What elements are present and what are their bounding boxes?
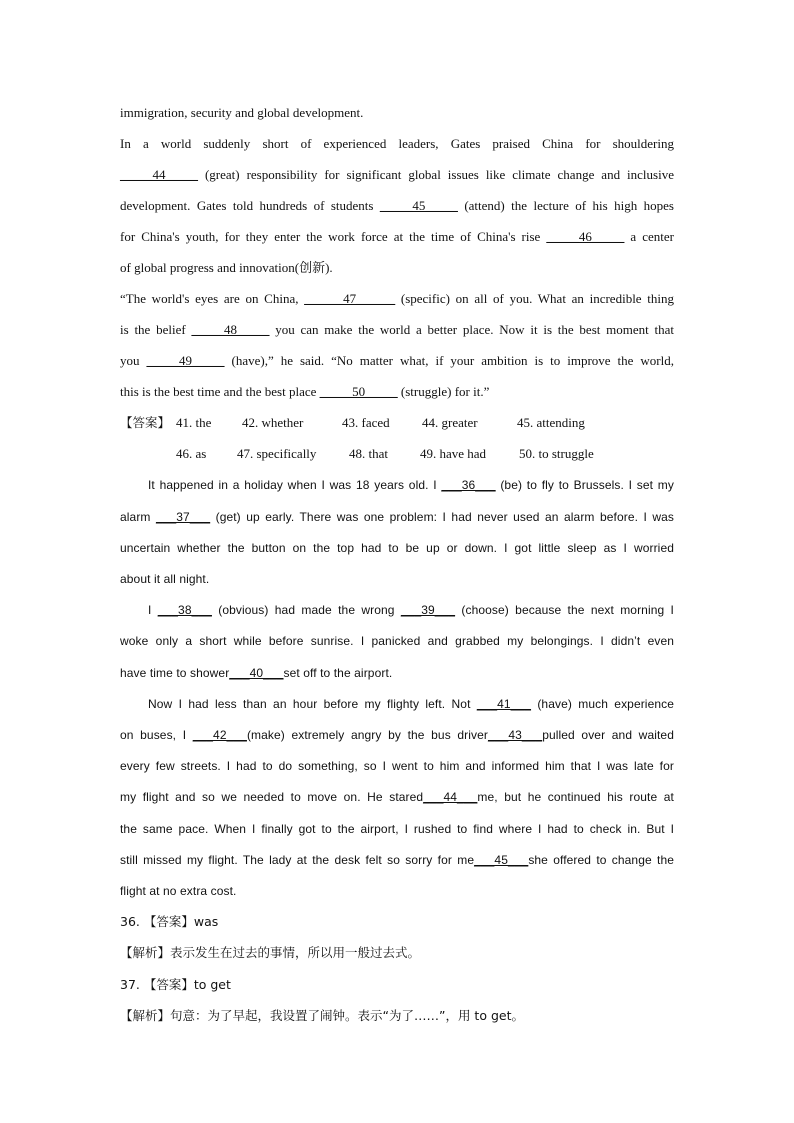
blank-39: ___39___ bbox=[400, 603, 456, 617]
blank-50: _____50_____ bbox=[319, 384, 398, 399]
passage1-line-4: development. Gates told hundreds of students _____45_____ (attend) the lecture of his high hopes bbox=[120, 198, 674, 213]
blank-49: _____49_____ bbox=[146, 353, 225, 368]
passage2-line-2: alarm ___37___ (get) up early. There was one problem: I had never used an alarm before. I was bbox=[120, 510, 674, 524]
answer-37: 37. 【答案】to get bbox=[120, 977, 231, 992]
blank-45b: ___45___ bbox=[474, 853, 529, 867]
passage2-line-14: flight at no extra cost. bbox=[120, 884, 237, 898]
passage2-line-6: woke only a short while before sunrise. I panicked and grabbed my belongings. I didn’t even bbox=[120, 634, 674, 648]
passage2-line-1: It happened in a holiday when I was 18 years old. I ___36___ (be) to fly to Brussels. I set my bbox=[148, 478, 674, 492]
answer-45: 45. attending bbox=[517, 415, 585, 430]
passage2-line-3: uncertain whether the button on the top had to be up or down. I got little sleep as I worried bbox=[120, 541, 674, 555]
passage1-line-8: is the belief _____48_____ you can make the world a better place. Now it is the best moment that bbox=[120, 322, 674, 337]
passage1-line-7: “The world's eyes are on China, ______47______ (specific) on all of you. What an incredible thing bbox=[120, 291, 674, 306]
passage2-line-5: I ___38___ (obvious) had made the wrong ___39___ (choose) because the next morning I bbox=[148, 603, 674, 617]
answer-43: 43. faced bbox=[342, 415, 390, 430]
passage1-line-10: this is the best time and the best place _____50_____ (struggle) for it.” bbox=[120, 384, 490, 399]
blank-36: ___36___ bbox=[441, 478, 496, 492]
answer-48: 48. that bbox=[349, 446, 388, 461]
passage2-line-9: on buses, I ___42___(make) extremely angry by the bus driver___43___pulled over and waited bbox=[120, 728, 674, 742]
answer-label: 【答案】 bbox=[120, 415, 171, 430]
blank-44b: ___44___ bbox=[423, 790, 478, 804]
blank-38: ___38___ bbox=[157, 603, 212, 617]
answer-50: 50. to struggle bbox=[519, 446, 594, 461]
passage2-line-7: have time to shower___40___set off to the airport. bbox=[120, 666, 393, 680]
blank-40: ___40___ bbox=[229, 666, 284, 680]
answer-36: 36. 【答案】was bbox=[120, 914, 219, 929]
passage2-line-11: my flight and so we needed to move on. He stared___44___me, but he continued his route at bbox=[120, 790, 674, 804]
explanation-36: 【解析】表示发生在过去的事情，所以用一般过去式。 bbox=[120, 945, 421, 960]
answer-49: 49. have had bbox=[420, 446, 487, 461]
passage1-line-5: for China's youth, for they enter the work force at the time of China's rise _____46_____ a center bbox=[120, 229, 674, 244]
blank-37: ___37___ bbox=[155, 510, 211, 524]
blank-46: _____46_____ bbox=[546, 229, 625, 244]
blank-48: _____48_____ bbox=[191, 322, 270, 337]
passage1-line-9: you _____49_____ (have),” he said. “No matter what, if your ambition is to improve the world, bbox=[120, 353, 674, 368]
passage2-line-8: Now I had less than an hour before my flighty left. Not ___41___ (have) much experience bbox=[148, 697, 674, 711]
blank-47: ______47______ bbox=[304, 291, 396, 306]
blank-44: _____44_____ bbox=[120, 167, 198, 182]
answer-46: 46. as bbox=[176, 446, 207, 461]
answer-41: 41. the bbox=[176, 415, 212, 430]
passage2-line-12: the same pace. When I finally got to the airport, I rushed to find where I had to check in. But I bbox=[120, 822, 674, 836]
blank-45: _____45_____ bbox=[379, 198, 458, 213]
blank-42: ___42___ bbox=[192, 728, 247, 742]
answer-44: 44. greater bbox=[422, 415, 478, 430]
blank-43: ___43___ bbox=[488, 728, 543, 742]
answer-47: 47. specifically bbox=[237, 446, 317, 461]
passage1-line-3: _____44_____ (great) responsibility for significant global issues like climate change and inclusive bbox=[120, 167, 674, 182]
passage2-line-13: still missed my flight. The lady at the desk felt so sorry for me___45___she offered to change the bbox=[120, 853, 674, 867]
explanation-37: 【解析】句意：为了早起，我设置了闹钟。表示“为了……”，用 to get。 bbox=[120, 1008, 524, 1023]
passage2-line-4: about it all night. bbox=[120, 572, 210, 586]
blank-41: ___41___ bbox=[476, 697, 532, 711]
passage1-line-2: In a world suddenly short of experienced leaders, Gates praised China for shouldering bbox=[120, 136, 674, 151]
answer-42: 42. whether bbox=[242, 415, 304, 430]
passage2-line-10: every few streets. I had to do something, so I went to him and informed him that I was late for bbox=[120, 759, 674, 773]
passage1-line-1: immigration, security and global development. bbox=[120, 105, 364, 120]
passage1-line-6: of global progress and innovation(创新). bbox=[120, 260, 333, 275]
